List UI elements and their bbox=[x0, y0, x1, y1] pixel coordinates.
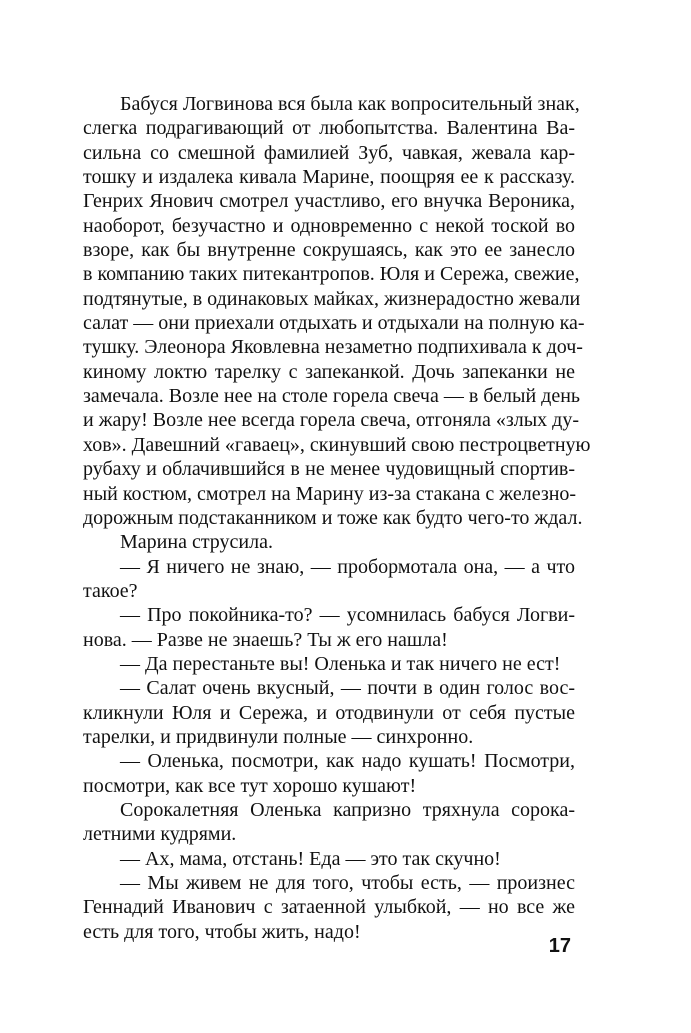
text-line: Геннадий Иванович с затаенной улыбкой, — но все же bbox=[83, 896, 575, 919]
text-line: салат — они приехали отдыхать и отдыхали на полную ка- bbox=[83, 312, 585, 335]
text-line: — Салат очень вкусный, — почти в один голос вос- bbox=[120, 677, 575, 700]
text-line: и жару! Возле нее всегда горела свеча, отгоняла «злых ду- bbox=[83, 409, 579, 432]
text-line: киному локтю тарелку с запеканкой. Дочь запеканки не bbox=[83, 360, 575, 383]
text-line: Генрих Янович смотрел участливо, его внучка Вероника, bbox=[83, 190, 575, 213]
text-line: дорожным подстаканником и тоже как будто чего-то ждал. bbox=[83, 506, 583, 529]
text-line: — Оленька, посмотри, как надо кушать! Посмотри, bbox=[120, 750, 575, 773]
text-line: взоре, как бы внутренне сокрушаясь, как это ее занесло bbox=[83, 239, 575, 262]
text-line: тарелки, и придвинули полные — синхронно. bbox=[83, 725, 474, 748]
text-line: тушку. Элеонора Яковлевна незаметно подпихивала к доч- bbox=[83, 336, 583, 359]
text-line: летними кудрями. bbox=[83, 823, 237, 846]
text-line: Бабуся Логвинова вся была как вопросительный знак, bbox=[120, 93, 580, 115]
text-line: такое? bbox=[83, 579, 138, 602]
text-line: тошку и издалека кивала Марине, поощряя ее к рассказу. bbox=[83, 166, 575, 189]
text-line: Марина струсила. bbox=[120, 531, 273, 554]
text-line: в компанию таких питекантропов. Юля и Сережа, свежие, bbox=[83, 263, 580, 286]
text-line: есть для того, чтобы жить, надо! bbox=[83, 920, 361, 943]
text-line: кликнули Юля и Сережа, и отодвинули от себя пустые bbox=[83, 701, 575, 724]
text-line: замечала. Возле нее на столе горела свеча — в белый день bbox=[83, 385, 581, 408]
text-line: — Я ничего не знаю, — пробормотала она, — а что bbox=[120, 555, 575, 578]
text-line: — Мы живем не для того, чтобы есть, — произнес bbox=[120, 872, 575, 894]
text-line: Сорокалетняя Оленька капризно тряхнула сорока- bbox=[120, 798, 575, 821]
text-line: слегка подрагивающий от любопытства. Валентина Ва- bbox=[83, 117, 575, 140]
text-line: — Да перестаньте вы! Оленька и так ничего не ест! bbox=[120, 652, 561, 675]
text-line: наоборот, безучастно и одновременно с некой тоской во bbox=[83, 214, 575, 237]
text-line: посмотри, как все тут хорошо кушают! bbox=[83, 774, 417, 797]
text-line: подтянутые, в одинаковых майках, жизнерадостно жевали bbox=[83, 287, 581, 310]
text-line: нова. — Разве не знаешь? Ты ж его нашла! bbox=[83, 628, 448, 651]
text-line: ный костюм, смотрел на Марину из-за стакана с железно- bbox=[83, 482, 577, 505]
text-line: рубаху и облачившийся в не менее чудовищный спортив- bbox=[83, 458, 575, 481]
text-line: — Ах, мама, отстань! Еда — это так скучно! bbox=[120, 847, 501, 870]
text-line: сильна со смешной фамилией Зуб, чавкая, жевала кар- bbox=[83, 141, 575, 164]
page-number: 17 bbox=[548, 935, 571, 957]
text-line: хов». Давешний «гавaец», скинувший свою пестроцветную bbox=[83, 433, 591, 456]
text-line: — Про покойника-то? — усомнилась бабуся Логви- bbox=[120, 604, 575, 627]
body-text bbox=[83, 92, 591, 944]
